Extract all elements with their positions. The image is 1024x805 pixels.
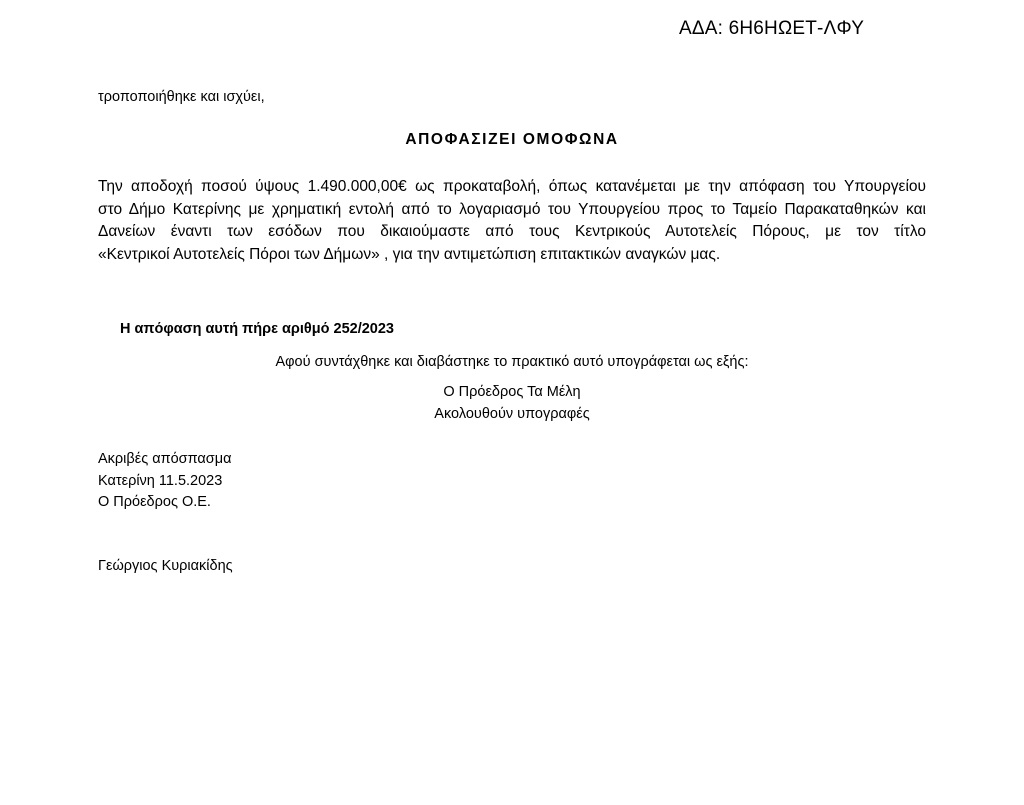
- decision-paragraph: [98, 176, 926, 266]
- paragraph-line: Την αποδοχή ποσού ύψους 1.490.000,00€ ως προκαταβολή, όπως κατανέμεται με την απόφαση του Υπουργείου: [98, 178, 926, 195]
- intro-text: τροποποιήθηκε και ισχύει,: [98, 89, 265, 105]
- signatures-follow-line: Ακολουθούν υπογραφές: [434, 406, 590, 422]
- ada-code: ΑΔΑ: 6Η6ΗΩΕΤ-ΛΦΥ: [679, 18, 865, 39]
- decision-number: Η απόφαση αυτή πήρε αριθμό 252/2023: [120, 321, 394, 337]
- decision-heading: ΑΠΟΦΑΣΙΖΕΙ ΟΜΟΦΩΝΑ: [405, 131, 619, 148]
- paragraph-line: «Κεντρικοί Αυτοτελείς Πόροι των Δήμων» , για την αντιμετώπιση επιτακτικών αναγκών μας.: [98, 245, 721, 263]
- president-title: Ο Πρόεδρος Ο.Ε.: [98, 494, 211, 510]
- signed-statement: Αφού συντάχθηκε και διαβάστηκε το πρακτικό αυτό υπογράφεται ως εξής:: [275, 354, 749, 370]
- paragraph-line: στο Δήμο Κατερίνης με χρηματική εντολή από το λογαριασμό του Υπουργείου προς το Ταμείο Παρακαταθηκών και: [98, 200, 926, 218]
- extract-block: [98, 449, 231, 514]
- paragraph-line: Δανείων έναντι των εσόδων που δικαιούμαστε από τους Κεντρικούς Αυτοτελείς Πόρους, με τον τίτλο: [98, 223, 926, 240]
- exact-extract-label: Ακριβές απόσπασμα: [98, 451, 232, 467]
- president-members-line: Ο Πρόεδρος Τα Μέλη: [443, 384, 581, 400]
- place-date: Κατερίνη 11.5.2023: [98, 472, 223, 489]
- signer-name: Γεώργιος Κυριακίδης: [98, 558, 233, 574]
